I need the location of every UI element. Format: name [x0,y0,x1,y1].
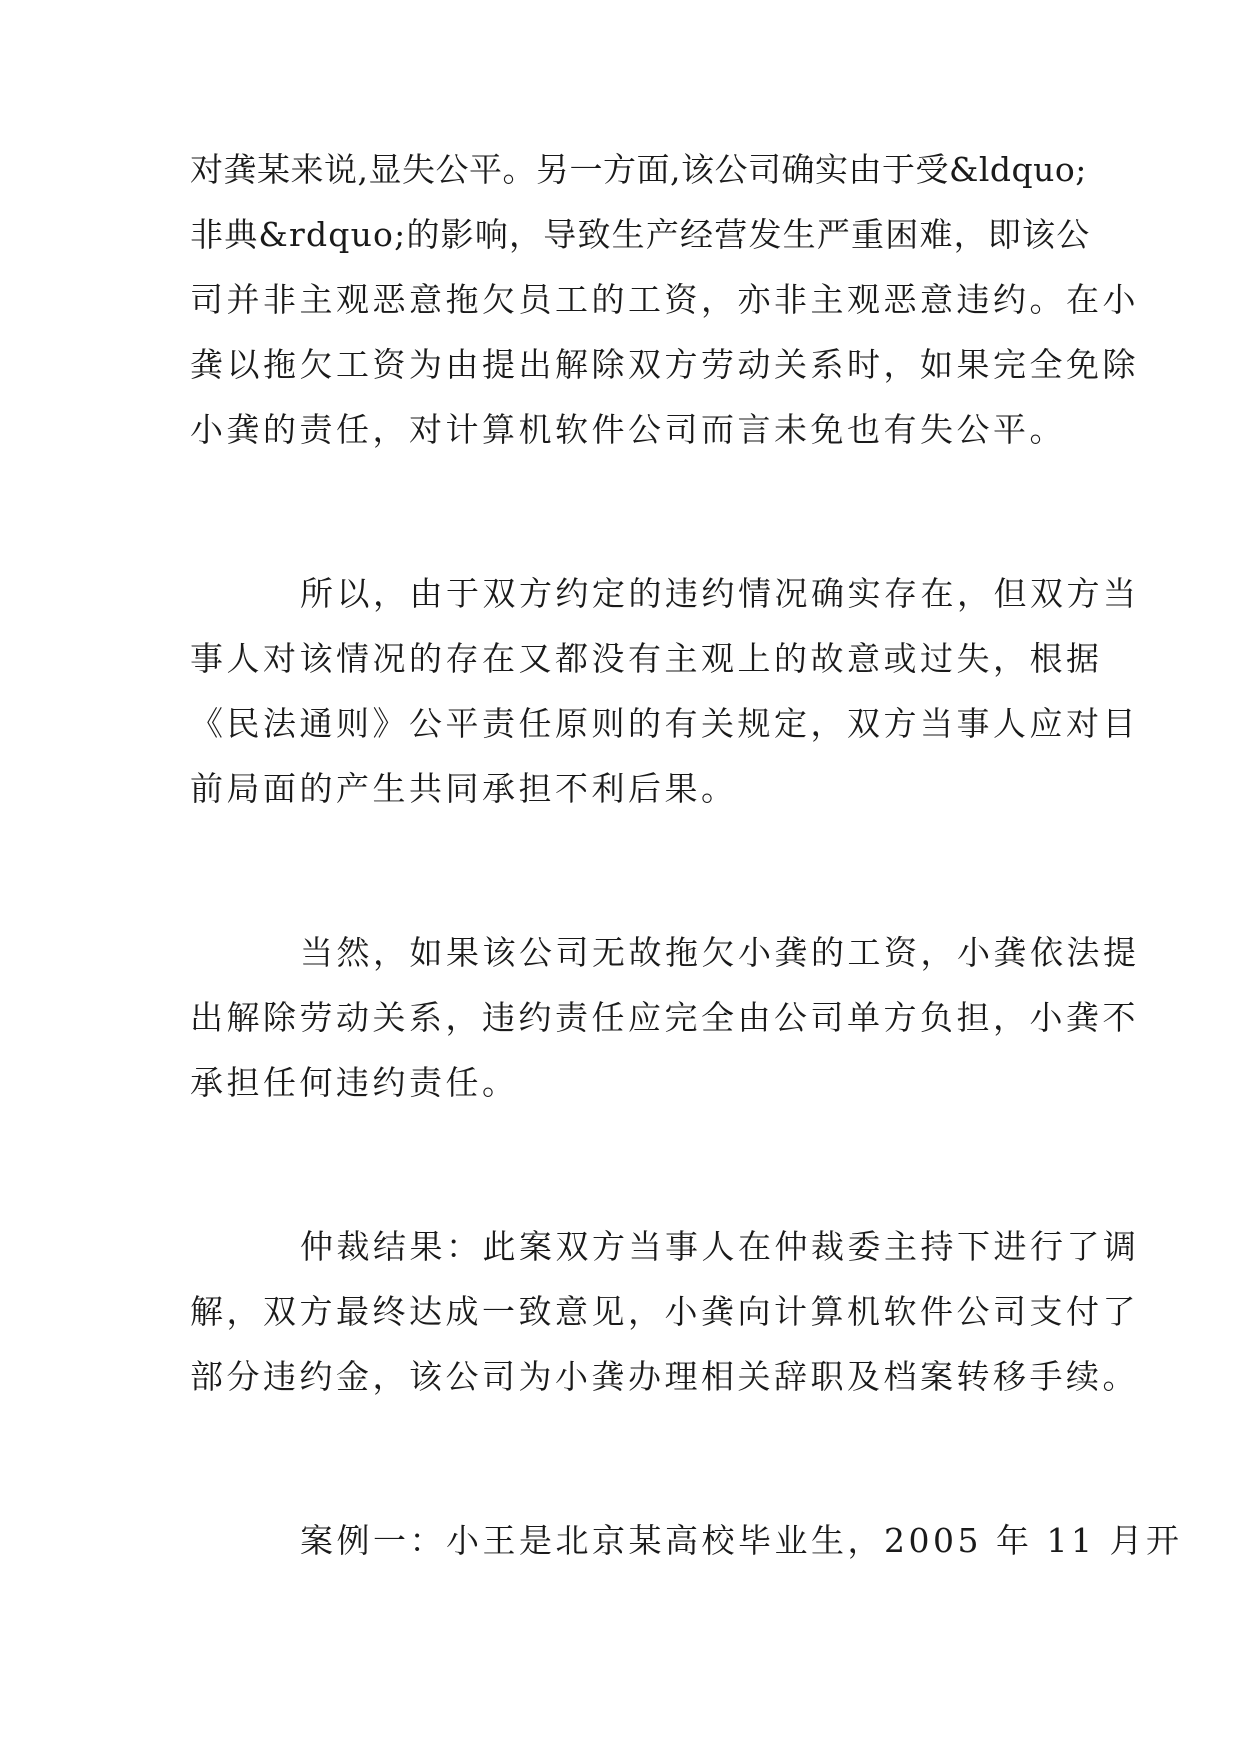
text-line: 出解除劳动关系，违约责任应完全由公司单方负担，小龚不 [190,998,1139,1037]
text-line: 司并非主观恶意拖欠员工的工资，亦非主观恶意违约。在小 [190,280,1139,319]
text-line: 龚以拖欠工资为由提出解除双方劳动关系时，如果完全免除 [190,345,1139,384]
text-line: 非典&rdquo;的影响，导致生产经营发生严重困难，即该公 [190,215,1091,254]
text-line: 小龚的责任，对计算机软件公司而言未免也有失公平。 [190,410,1066,449]
text-line: 前局面的产生共同承担不利后果。 [190,769,738,808]
text-line: 承担任何违约责任。 [190,1063,519,1102]
text-line: 《民法通则》公平责任原则的有关规定，双方当事人应对目 [190,704,1139,743]
text-line: 事人对该情况的存在又都没有主观上的故意或过失，根据 [190,639,1103,678]
text-line: 对龚某来说,显失公平。另一方面,该公司确实由于受&ldquo; [190,150,1087,189]
text-line: 部分违约金，该公司为小龚办理相关辞职及档案转移手续。 [190,1357,1139,1396]
text-line: 解，双方最终达成一致意见，小龚向计算机软件公司支付了 [190,1292,1139,1331]
text-line: 案例一：小王是北京某高校毕业生，2005 年 11 月开 [300,1521,1183,1560]
text-line: 所以，由于双方约定的违约情况确实存在，但双方当 [300,574,1140,613]
text-line: 仲裁结果：此案双方当事人在仲裁委主持下进行了调 [300,1227,1140,1266]
text-line: 当然，如果该公司无故拖欠小龚的工资，小龚依法提 [300,933,1140,972]
